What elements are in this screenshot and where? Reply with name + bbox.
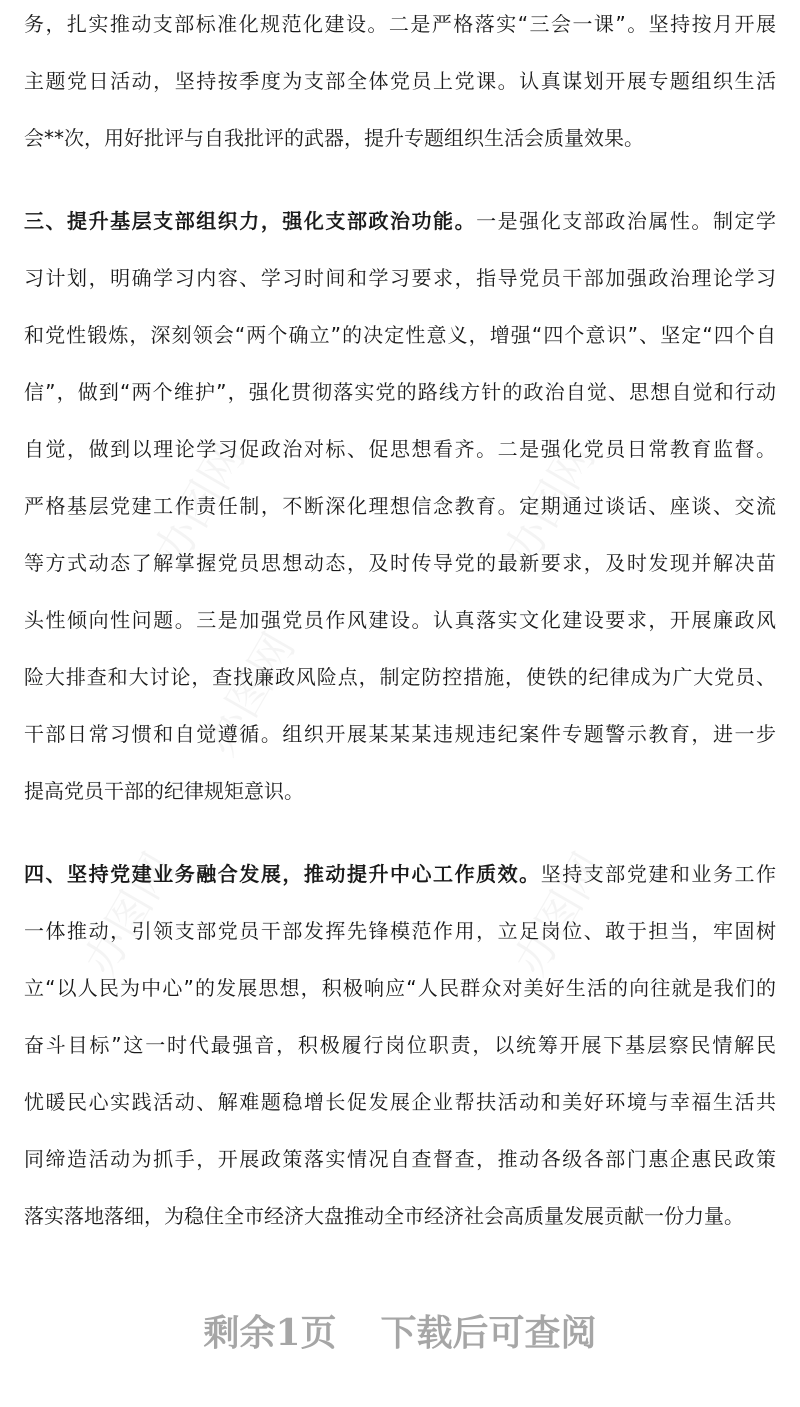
text-line	[24, 193, 776, 250]
text-line: 忧暖民心实践活动、解难题稳增长促发展企业帮扶活动和美好环境与幸福生活共	[24, 1090, 776, 1114]
paragraph-2-continued	[24, 0, 776, 167]
text-line: 头性倾向性问题。三是加强党员作风建设。认真落实文化建设要求，开展廉政风	[24, 608, 776, 632]
text-span: 坚持支部党建和业务工作	[540, 862, 777, 886]
text-line: 主题党日活动，坚持按季度为支部全体党员上党课。认真谋划开展专题组织生活	[24, 69, 776, 93]
text-line: 自觉，做到以理论学习促政治对标、促思想看齐。二是强化党员日常教育监督。	[24, 437, 776, 461]
text-line: 习计划，明确学习内容、学习时间和学习要求，指导党员干部加强政治理论学习	[24, 266, 776, 290]
document-body	[24, 0, 776, 1271]
text-line	[24, 846, 776, 903]
text-line: 信”，做到“两个维护”，强化贯彻落实党的路线方针的政治自觉、思想自觉和行动	[24, 380, 776, 404]
paragraph-4	[24, 846, 776, 1245]
text-line: 干部日常习惯和自觉遵循。组织开展某某某违规违纪案件专题警示教育，进一步	[24, 722, 776, 746]
text-line: 等方式动态了解掌握党员思想动态，及时传导党的最新要求，及时发现并解决苗	[24, 551, 776, 575]
text-line: 和党性锻炼，深刻领会“两个确立”的决定性意义，增强“四个意识”、坚定“四个自	[24, 323, 776, 347]
text-line: 务，扎实推动支部标准化规范化建设。二是严格落实“三会一课”。坚持按月开展	[24, 12, 776, 36]
text-line: 立“以人民为中心”的发展思想，积极响应“人民群众对美好生活的向往就是我们的	[24, 976, 776, 1000]
section-heading: 四、坚持党建业务融合发展，推动提升中心工作质效。	[24, 862, 541, 886]
text-line: 严格基层党建工作责任制，不断深化理想信念教育。定期通过谈话、座谈、交流	[24, 494, 776, 518]
text-line: 同缔造活动为抓手，开展政策落实情况自查督查，推动各级各部门惠企惠民政策	[24, 1147, 776, 1171]
text-span: 一是强化支部政治属性。制定学	[476, 209, 777, 233]
text-line: 提高党员干部的纪律规矩意识。	[24, 779, 304, 803]
text-line: 落实落地落细，为稳住全市经济大盘推动全市经济社会高质量发展贡献一份力量。	[24, 1204, 744, 1228]
download-prompt[interactable]	[0, 1305, 800, 1356]
text-line: 一体推动，引领支部党员干部发挥先锋模范作用，立足岗位、敢于担当，牢固树	[24, 919, 776, 943]
remaining-pages-label: 剩余1页	[203, 1312, 337, 1354]
text-line: 会**次，用好批评与自我批评的武器，提升专题组织生活会质量效果。	[24, 126, 644, 150]
paragraph-3	[24, 193, 776, 820]
text-line: 险大排查和大讨论，查找廉政风险点，制定防控措施，使铁的纪律成为广大党员、	[24, 665, 776, 689]
text-line: 奋斗目标”这一时代最强音，积极履行岗位职责，以统筹开展下基层察民情解民	[24, 1033, 776, 1057]
section-heading: 三、提升基层支部组织力，强化支部政治功能。	[24, 209, 477, 233]
download-hint-label: 下载后可查阅	[380, 1312, 597, 1354]
